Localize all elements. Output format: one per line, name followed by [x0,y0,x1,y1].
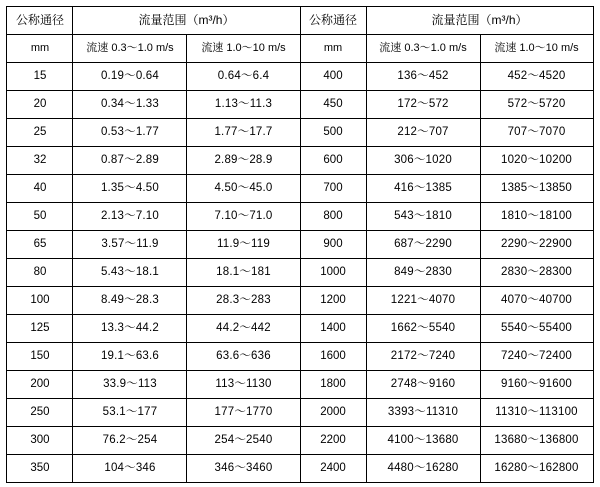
cell-dn-right: 1400 [300,315,366,343]
cell-flow-right-high: 2290～22900 [480,231,593,259]
cell-flow-left-high: 63.6～636 [187,343,300,371]
cell-flow-right-low: 687～2290 [366,231,480,259]
cell-flow-right-high: 9160～91600 [480,371,593,399]
cell-flow-left-high: 113～1130 [187,371,300,399]
cell-flow-left-high: 1.13～11.3 [187,91,300,119]
cell-flow-right-high: 572～5720 [480,91,593,119]
cell-flow-left-high: 2.89～28.9 [187,147,300,175]
flow-range-table [6,6,593,483]
cell-dn-left: 40 [7,175,73,203]
table-row [7,147,593,175]
cell-flow-left-high: 1.77～17.7 [187,119,300,147]
flow-range-table-sheet [0,6,600,487]
cell-dn-right: 2200 [300,427,366,455]
header-flow-range-right-text: 流量范围（m³/h） [431,12,528,27]
cell-dn-right: 400 [300,63,366,91]
cell-dn-right: 1000 [300,259,366,287]
cell-flow-left-low: 76.2～254 [73,427,187,455]
subheader-speed-right-low: 流速 0.3～1.0 m/s [366,35,480,63]
cell-flow-left-low: 8.49～28.3 [73,287,187,315]
cell-flow-right-high: 1385～13850 [480,175,593,203]
header-flow-range-right [366,7,593,35]
cell-flow-right-high: 4070～40700 [480,287,593,315]
cell-flow-right-low: 4480～16280 [366,455,480,483]
cell-flow-left-low: 13.3～44.2 [73,315,187,343]
cell-dn-right: 600 [300,147,366,175]
subheader-speed-left-low: 流速 0.3～1.0 m/s [73,35,187,63]
cell-flow-left-high: 44.2～442 [187,315,300,343]
cell-dn-left: 300 [7,427,73,455]
cell-flow-right-high: 1020～10200 [480,147,593,175]
cell-flow-right-low: 543～1810 [366,203,480,231]
cell-flow-right-high: 7240～72400 [480,343,593,371]
cell-flow-right-high: 5540～55400 [480,315,593,343]
table-row [7,119,593,147]
table-row [7,287,593,315]
cell-flow-left-high: 346～3460 [187,455,300,483]
cell-flow-right-high: 707～7070 [480,119,593,147]
cell-dn-left: 350 [7,455,73,483]
cell-flow-left-high: 0.64～6.4 [187,63,300,91]
cell-dn-left: 150 [7,343,73,371]
cell-dn-left: 15 [7,63,73,91]
cell-flow-right-low: 849～2830 [366,259,480,287]
table-row [7,399,593,427]
cell-flow-right-low: 3393～11310 [366,399,480,427]
table-row [7,427,593,455]
table-row [7,175,593,203]
cell-dn-right: 1800 [300,371,366,399]
header-nominal-diameter-left: 公称通径 [7,7,73,35]
cell-flow-left-high: 4.50～45.0 [187,175,300,203]
cell-dn-left: 80 [7,259,73,287]
cell-dn-right: 1200 [300,287,366,315]
cell-flow-left-low: 104～346 [73,455,187,483]
table-row [7,455,593,483]
cell-flow-left-low: 3.57～11.9 [73,231,187,259]
table-row [7,371,593,399]
cell-flow-left-low: 0.87～2.89 [73,147,187,175]
header-nominal-diameter-right: 公称通径 [300,7,366,35]
cell-flow-right-high: 1810～18100 [480,203,593,231]
cell-flow-left-low: 33.9～113 [73,371,187,399]
cell-flow-right-low: 1221～4070 [366,287,480,315]
cell-flow-right-low: 416～1385 [366,175,480,203]
cell-dn-left: 25 [7,119,73,147]
cell-flow-left-low: 5.43～18.1 [73,259,187,287]
table-row [7,203,593,231]
cell-flow-left-high: 177～1770 [187,399,300,427]
cell-flow-right-low: 212～707 [366,119,480,147]
header-flow-range-left [73,7,300,35]
table-subheader-row [7,35,593,63]
cell-dn-right: 450 [300,91,366,119]
cell-flow-left-high: 7.10～71.0 [187,203,300,231]
cell-flow-right-high: 452～4520 [480,63,593,91]
cell-dn-left: 125 [7,315,73,343]
cell-flow-left-low: 1.35～4.50 [73,175,187,203]
subheader-speed-left-high: 流速 1.0～10 m/s [187,35,300,63]
cell-flow-left-high: 11.9～119 [187,231,300,259]
cell-dn-right: 900 [300,231,366,259]
table-row [7,315,593,343]
cell-dn-right: 1600 [300,343,366,371]
cell-flow-left-low: 2.13～7.10 [73,203,187,231]
cell-flow-left-low: 0.19～0.64 [73,63,187,91]
cell-dn-left: 65 [7,231,73,259]
cell-flow-right-high: 16280～162800 [480,455,593,483]
cell-flow-right-low: 2172～7240 [366,343,480,371]
cell-flow-left-low: 53.1～177 [73,399,187,427]
cell-dn-right: 800 [300,203,366,231]
cell-flow-right-low: 136～452 [366,63,480,91]
cell-flow-right-low: 4100～13680 [366,427,480,455]
subheader-unit-right: mm [300,35,366,63]
cell-flow-left-high: 254～2540 [187,427,300,455]
cell-flow-left-low: 0.34～1.33 [73,91,187,119]
cell-flow-right-high: 13680～136800 [480,427,593,455]
cell-dn-left: 20 [7,91,73,119]
cell-flow-left-high: 18.1～181 [187,259,300,287]
cell-dn-left: 200 [7,371,73,399]
cell-dn-left: 32 [7,147,73,175]
table-row [7,231,593,259]
header-flow-range-left-text: 流量范围（m³/h） [138,12,235,27]
cell-flow-right-low: 172～572 [366,91,480,119]
cell-dn-right: 700 [300,175,366,203]
cell-flow-left-high: 28.3～283 [187,287,300,315]
table-row [7,343,593,371]
cell-dn-left: 250 [7,399,73,427]
cell-flow-right-low: 306～1020 [366,147,480,175]
cell-dn-right: 500 [300,119,366,147]
table-row [7,259,593,287]
cell-flow-right-high: 2830～28300 [480,259,593,287]
subheader-unit-left: mm [7,35,73,63]
cell-flow-left-low: 19.1～63.6 [73,343,187,371]
cell-flow-left-low: 0.53～1.77 [73,119,187,147]
cell-dn-left: 100 [7,287,73,315]
cell-dn-left: 50 [7,203,73,231]
table-header-row [7,7,593,35]
table-row [7,91,593,119]
cell-flow-right-low: 2748～9160 [366,371,480,399]
cell-flow-right-low: 1662～5540 [366,315,480,343]
subheader-speed-right-high: 流速 1.0～10 m/s [480,35,593,63]
table-row [7,63,593,91]
cell-dn-right: 2400 [300,455,366,483]
cell-dn-right: 2000 [300,399,366,427]
cell-flow-right-high: 11310～113100 [480,399,593,427]
